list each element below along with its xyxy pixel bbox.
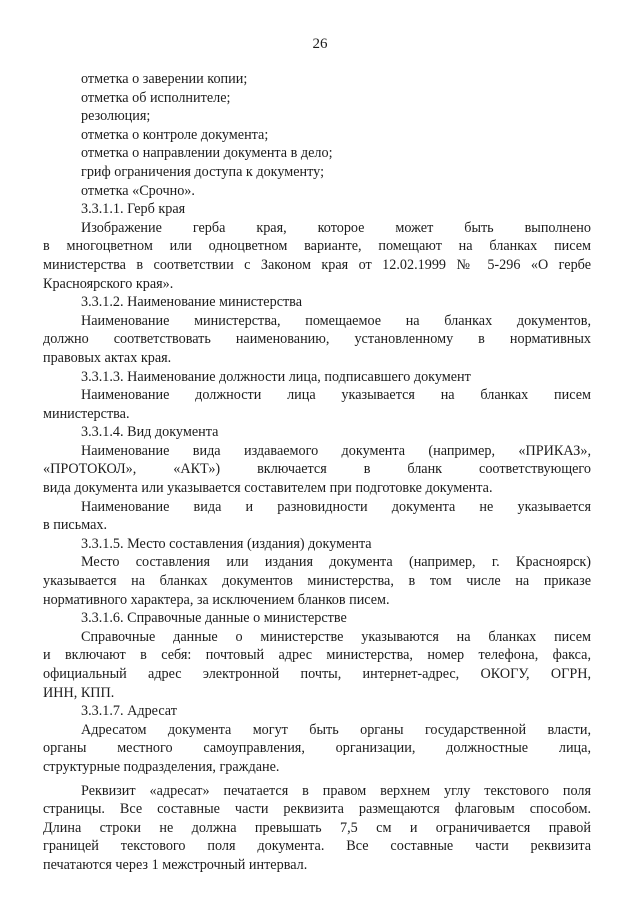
text-line: отметка «Срочно».: [81, 182, 195, 199]
text-line: гриф ограничения доступа к документу;: [81, 163, 325, 180]
text-line: отметка о направлении документа в дело;: [81, 145, 333, 162]
text-line: министерства.: [43, 405, 130, 422]
page-number: 26: [312, 36, 328, 52]
text-line: в письмах.: [43, 517, 108, 534]
text-line: Длина строки не должна превышать 7,5 см и ограничивается правой: [43, 819, 591, 836]
text-line: печатаются через 1 межстрочный интервал.: [43, 856, 308, 873]
text-line: нормативного характера, за исключением бланков писем.: [43, 591, 390, 608]
text-line: 3.3.1.6. Справочные данные о министерстве: [81, 610, 347, 627]
text-line: ИНН, КПП.: [43, 684, 115, 701]
text-line: 3.3.1.2. Наименование министерства: [81, 294, 302, 311]
text-line: указывается на бланках документов министерства, в том числе на приказе: [43, 573, 591, 590]
text-line: 3.3.1.7. Адресат: [81, 703, 177, 720]
text-line: «ПРОТОКОЛ», «АКТ») включается в бланк соответствующего: [43, 461, 591, 478]
text-line: отметка о заверении копии;: [81, 71, 248, 87]
text-line: в многоцветном или одноцветном варианте, помещают на бланках писем: [43, 238, 591, 255]
text-line: Наименование должности лица указывается на бланках писем: [81, 387, 591, 404]
text-line: министерства в соответствии с Законом края от 12.02.1999 № 5-296 «О гербе: [43, 256, 591, 273]
text-line: Место составления или издания документа (например, г. Красноярск): [81, 554, 591, 571]
text-line: отметка о контроле документа;: [81, 126, 269, 143]
text-line: Изображение герба края, которое может быть выполнено: [81, 219, 591, 236]
text-line: Реквизит «адресат» печатается в правом верхнем углу текстового поля: [81, 782, 591, 799]
text-line: официальный адрес электронной почты, интернет-адрес, ОКОГУ, ОГРН,: [43, 666, 591, 682]
text-line: должно соответствовать наименованию, установленному в нормативных: [43, 331, 591, 348]
text-line: и включают в себя: почтовый адрес министерства, номер телефона, факса,: [43, 647, 591, 664]
text-line: страницы. Все составные части реквизита размещаются флаговым способом.: [43, 801, 591, 818]
text-line: Наименование вида и разновидности документа не указывается: [81, 498, 591, 515]
text-line: Справочные данные о министерстве указываются на бланках писем: [81, 628, 591, 645]
text-line: 3.3.1.3. Наименование должности лица, подписавшего документ: [81, 368, 471, 385]
text-line: Наименование вида издаваемого документа (например, «ПРИКАЗ»,: [81, 442, 591, 459]
text-line: структурные подразделения, граждане.: [43, 758, 280, 775]
text-line: органы местного самоуправления, организации, должностные лица,: [43, 740, 591, 757]
text-line: Красноярского края».: [43, 275, 174, 292]
text-line: правовых актах края.: [43, 349, 172, 366]
text-line: 3.3.1.5. Место составления (издания) документа: [81, 535, 372, 552]
text-line: отметка об исполнителе;: [81, 89, 231, 106]
document-body: [43, 70, 591, 875]
text-line: 3.3.1.4. Вид документа: [81, 424, 219, 441]
text-line: резолюция;: [81, 108, 151, 125]
text-line: Наименование министерства, помещаемое на бланках документов,: [81, 312, 591, 329]
text-line: границей текстового поля документа. Все составные части реквизита: [43, 838, 591, 855]
text-line: Адресатом документа могут быть органы государственной власти,: [81, 721, 591, 738]
text-line: 3.3.1.1. Герб края: [81, 201, 186, 218]
text-line: вида документа или указывается составителем при подготовке документа.: [43, 480, 493, 497]
